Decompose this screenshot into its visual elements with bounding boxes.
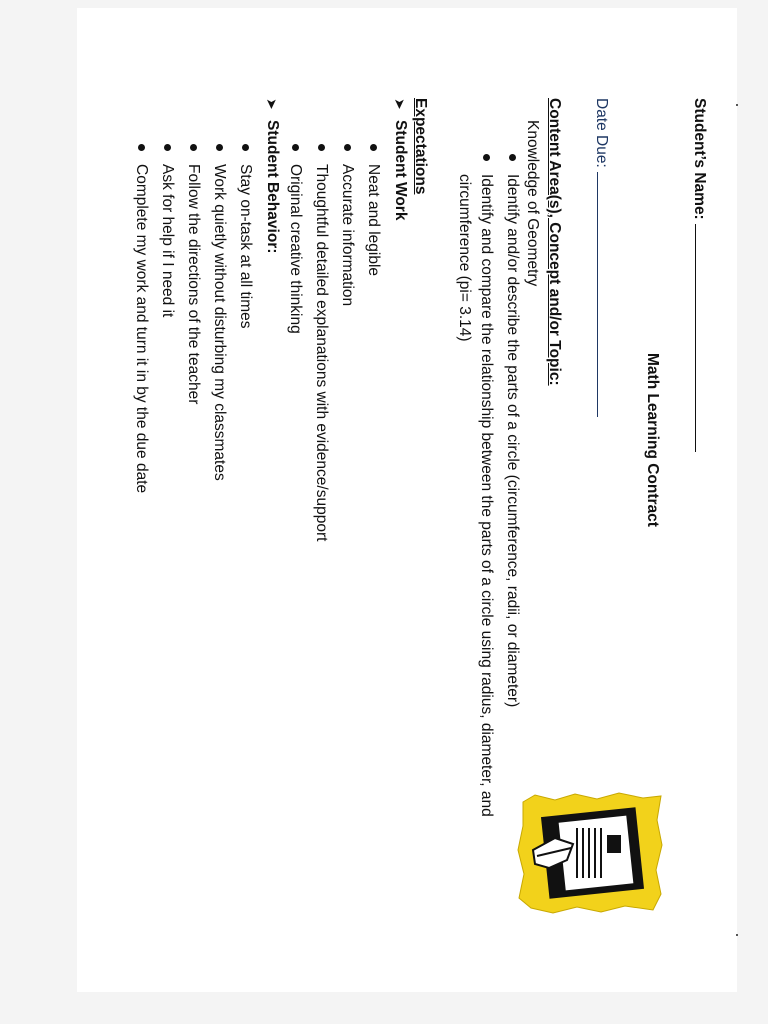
arrowhead-bullet-icon: ➤ [264,98,280,110]
bullet-dot [483,154,490,161]
expectations-heading: Expectations [412,98,429,195]
bullet-dot [344,144,351,151]
page-title: Math Learning Contract [644,353,661,527]
bullet-dot [292,144,299,151]
bullet-dot [138,144,145,151]
student-work-item-4: Original creative thinking [287,164,304,334]
contract-document-clipart-icon [515,790,665,915]
bullet-dot [216,144,223,151]
arrowhead-bullet-icon: ➤ [392,98,408,110]
page-edge-mark [736,934,738,936]
topic-bullet-2: Identify and compare the relationship between the parts of a circle using radius, diameter, and [478,174,495,817]
date-due-blank[interactable] [597,172,612,417]
student-behavior-heading: Student Behavior: [264,120,281,254]
student-behavior-item-1: Stay on-task at all times [237,164,254,329]
student-name-label: Student’s Name: [691,98,708,220]
student-behavior-item-2: Work quietly without disturbing my classmates [211,164,228,481]
bullet-dot [318,144,325,151]
student-work-item-3: Thoughtful detailed explanations with evidence/support [313,164,330,542]
bullet-dot [509,154,516,161]
bullet-dot [164,144,171,151]
date-due-row [591,98,612,417]
student-behavior-item-5: Complete my work and turn it in by the due date [133,164,150,494]
student-work-heading: Student Work [392,120,409,221]
date-due-label: Date Due: [593,98,610,168]
student-behavior-item-3: Follow the directions of the teacher [185,164,202,405]
bullet-dot [242,144,249,151]
content-heading: Content Area(s), Concept and/or Topic: [546,98,563,386]
student-work-item-1: Neat and legible [365,164,382,277]
student-behavior-item-4: Ask for help if I need it [159,164,176,318]
topic-bullet-2-cont: circumference (pi= 3.14) [456,174,473,342]
bullet-dot [190,144,197,151]
topic-text: Knowledge of Geometry [524,120,541,287]
bullet-dot [370,144,377,151]
student-work-item-2: Accurate information [339,164,356,307]
topic-bullet-1: Identify and/or describe the parts of a circle (circumference, radii, or diameter) [504,174,521,708]
page-edge-mark [736,104,738,106]
student-name-blank[interactable] [695,224,710,452]
student-name-row [689,98,710,452]
